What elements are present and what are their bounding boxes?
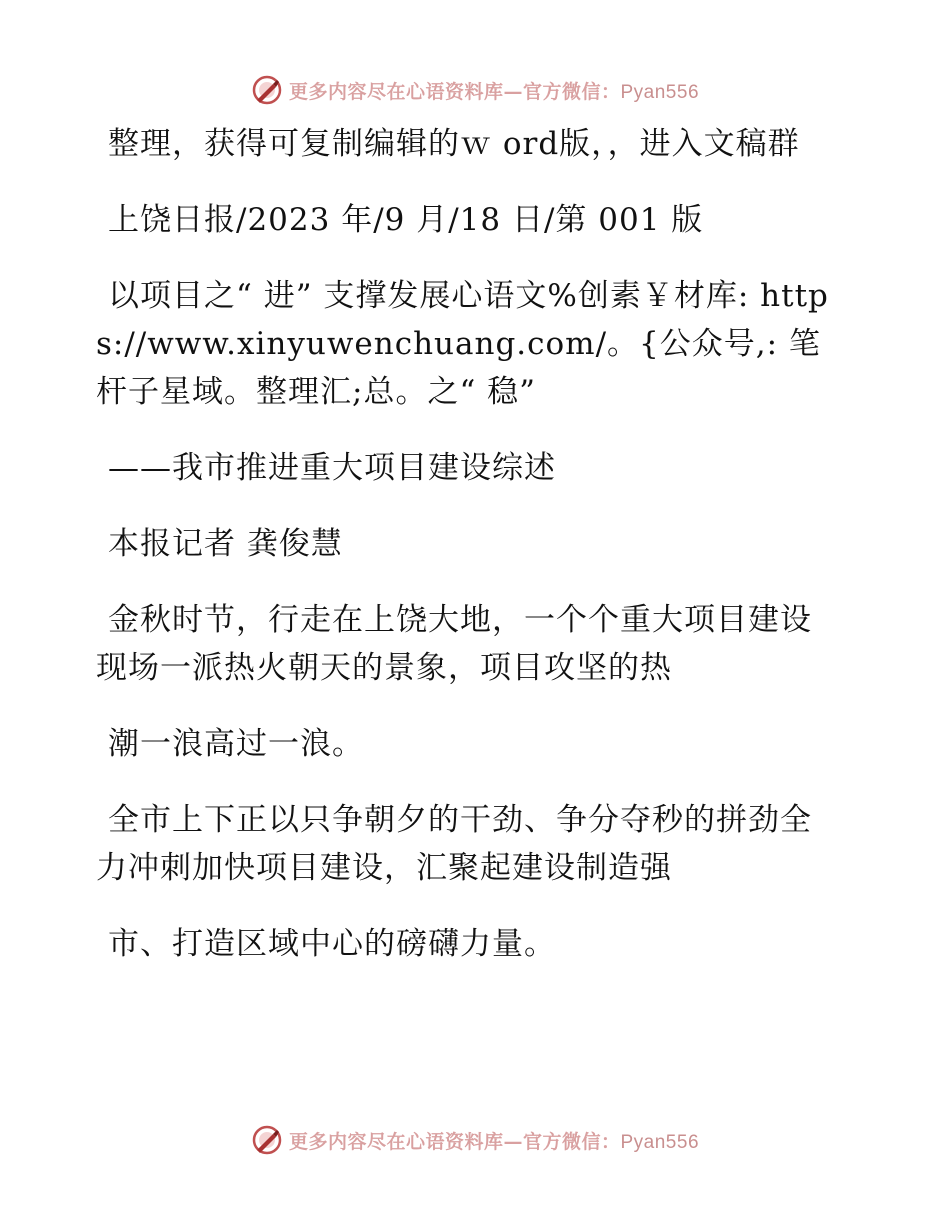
paragraph-body-4: 市、打造区域中心的磅礴力量。 [108, 926, 556, 962]
paragraph-body-1: 金秋时节，行走在上饶大地，一个个重大项目建设现场一派热火朝天的景象，项目攻坚的热 [96, 602, 812, 686]
paragraph-body-3: 全市上下正以只争朝夕的干劲、争分夺秒的拼劲全力冲刺加快项目建设，汇聚起建设制造强 [96, 802, 812, 886]
watermark-footer [0, 1120, 950, 1160]
pen-circle-logo-icon [251, 1124, 283, 1156]
paragraph-byline: 本报记者 龚俊慧 [108, 526, 343, 562]
pen-circle-logo-icon [251, 74, 283, 106]
paragraph-body-2: 潮一浪高过一浪。 [108, 726, 364, 762]
paragraph-headline: 以项目之“ 进” 支撑发展心语文%创素￥材库: https://www.xinyuwenchuang.com/。{公众号,: 笔杆子星域。整理汇;总。之“ 稳” [96, 278, 829, 410]
watermark-text: 更多内容尽在心语资料库—官方微信：Pyan556 [288, 80, 700, 103]
watermark-header [0, 70, 950, 110]
paragraph-source: 上饶日报/2023 年/9 月/18 日/第 001 版 [108, 202, 704, 238]
document-body [96, 120, 836, 996]
paragraph-intro: 整理，获得可复制编辑的ｗ ord版，，进入文稿群 [108, 126, 800, 162]
watermark-text: 更多内容尽在心语资料库—官方微信：Pyan556 [288, 1130, 700, 1153]
paragraph-subtitle: ——我市推进重大项目建设综述 [108, 450, 556, 486]
